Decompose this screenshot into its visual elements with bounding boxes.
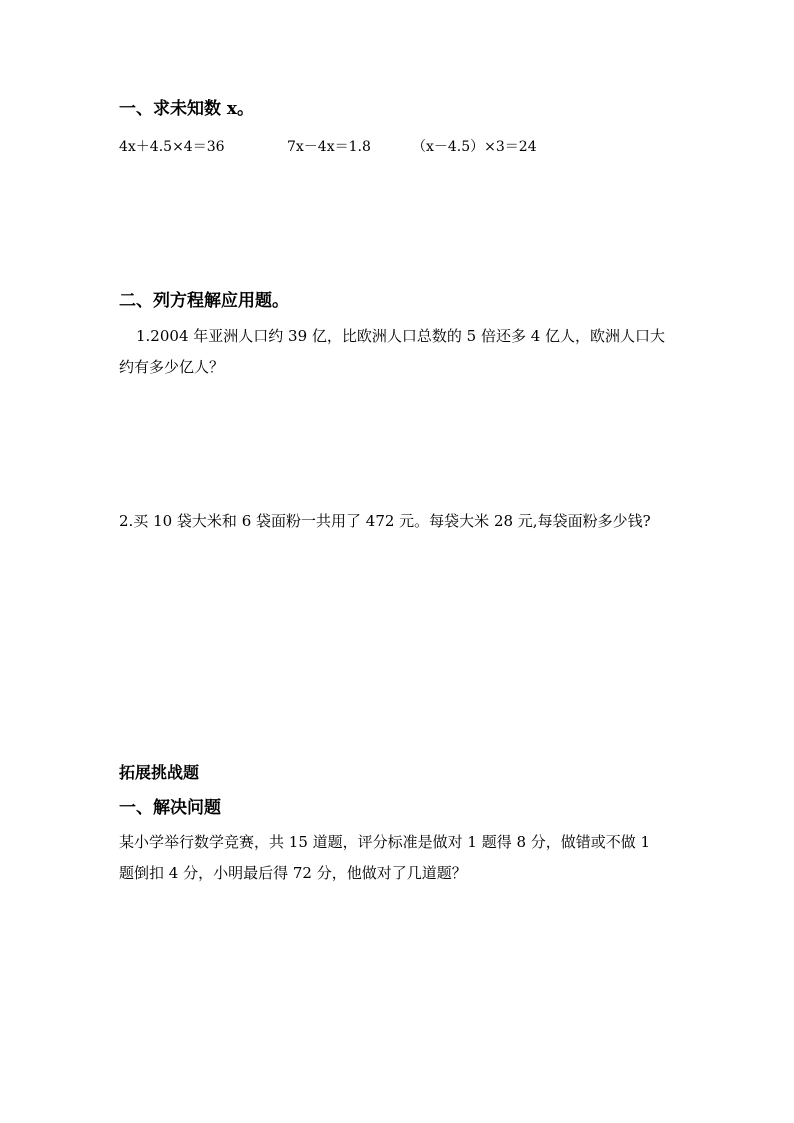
question1-line1: 1.2004 年亚洲人口约 39 亿，比欧洲人口总数的 5 倍还多 4 亿人，欧洲人口大 [136,327,666,345]
equation-2: 7x－4x＝1.8 [287,139,371,155]
challenge-question-line2: 题倒扣 4 分，小明最后得 72 分，他做对了几道题？ [119,864,467,882]
section2-heading: 二、列方程解应用题。 [119,291,289,311]
challenge-title: 拓展挑战题 [119,763,200,782]
challenge-question-line1: 某小学举行数学竞赛，共 15 道题，评分标准是做对 1 题得 8 分，做错或不做 1 [119,833,651,851]
equation-1: 4x＋4.5×4＝36 [119,139,225,155]
challenge-heading: 一、解决问题 [119,798,221,818]
section1-heading: 一、求未知数 x。 [119,99,255,119]
question1-line2: 约有多少亿人？ [119,358,225,376]
question2: 2.买 10 袋大米和 6 袋面粉一共用了 472 元。每袋大米 28 元,每袋面粉多少钱? [119,512,651,530]
equation-3: （x－4.5）×3＝24 [412,139,537,155]
